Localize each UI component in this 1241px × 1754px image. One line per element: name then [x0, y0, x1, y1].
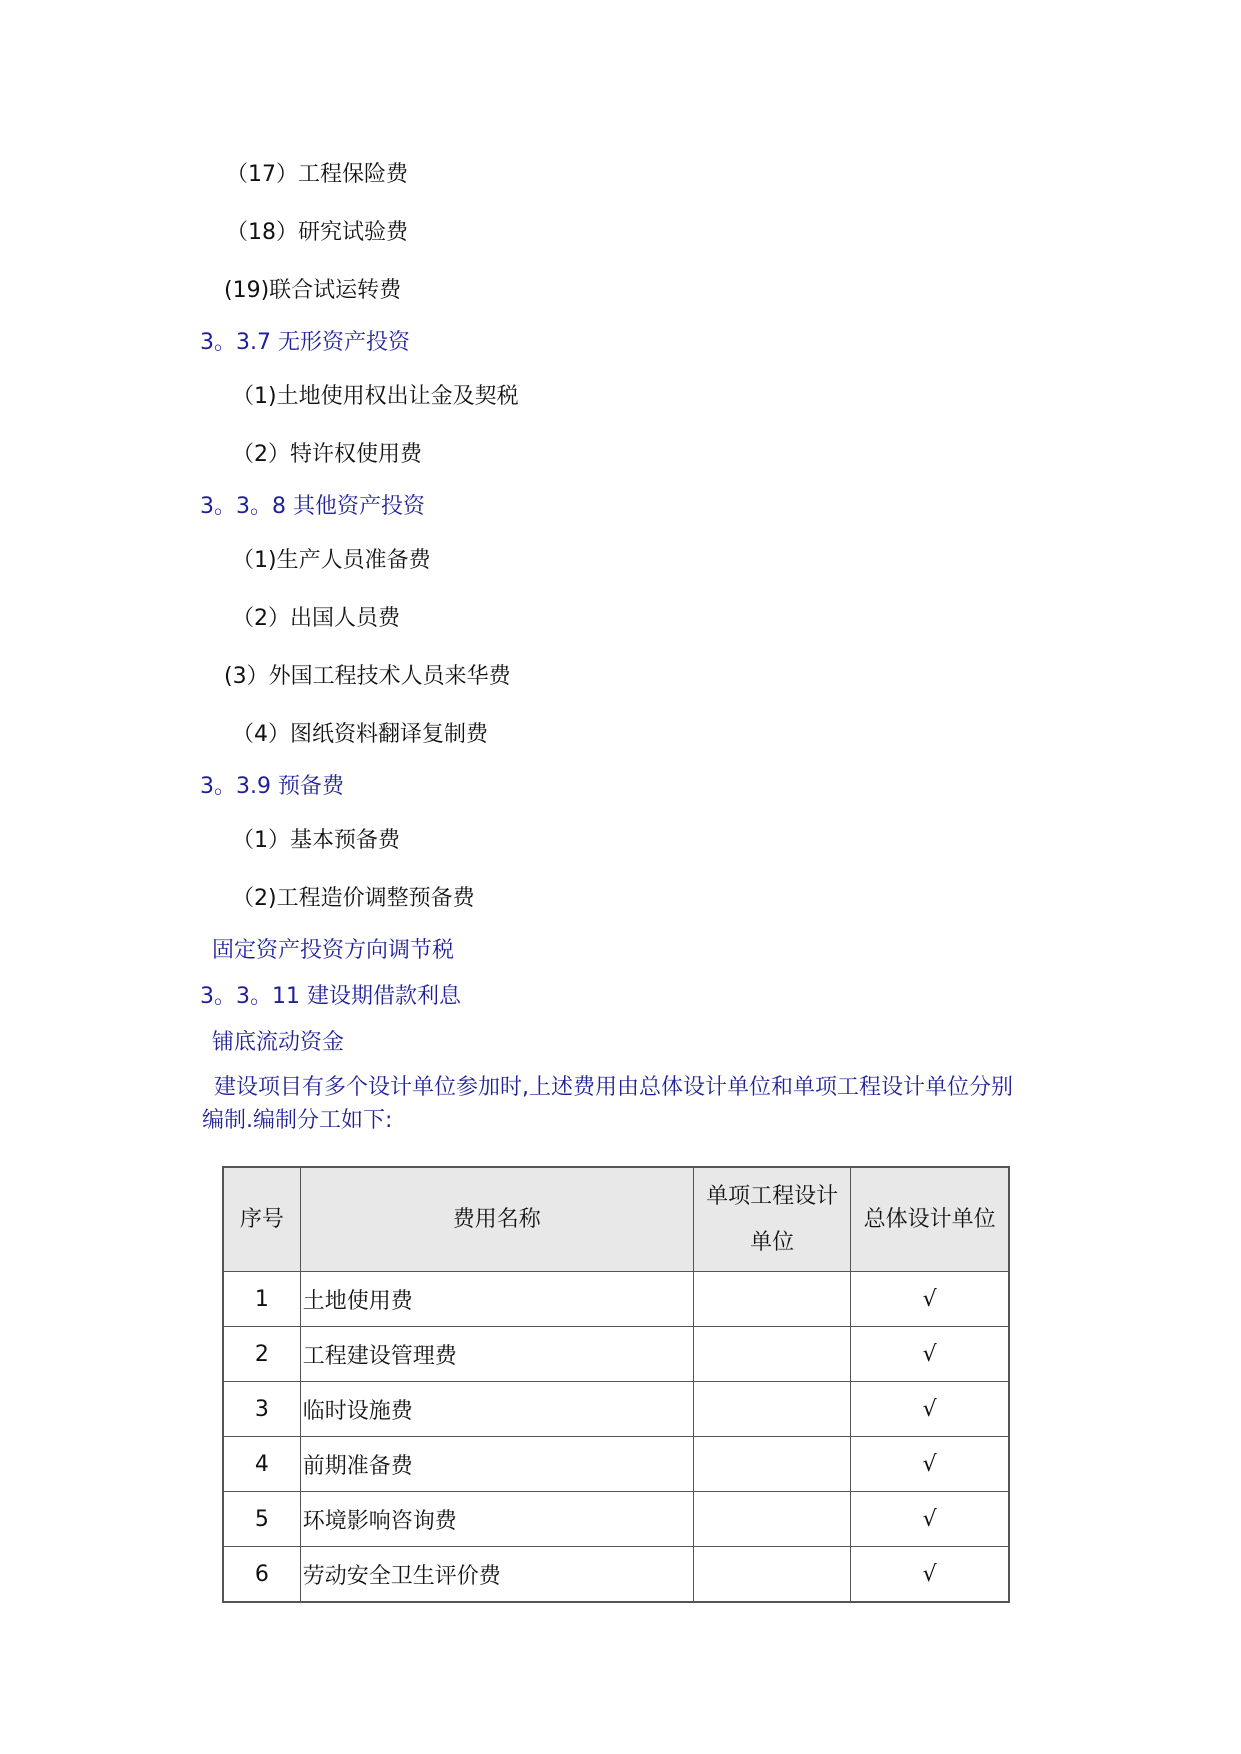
item-18: （18）研究试验费 — [226, 220, 408, 245]
cell-total-unit-check: √ — [851, 1547, 1009, 1603]
table-row — [223, 1382, 1009, 1437]
table-row — [223, 1492, 1009, 1547]
cell-sub-unit — [693, 1327, 851, 1382]
cell-name-text: 劳动安全卫生评价费 — [302, 1563, 501, 1589]
intro-paragraph-line-2: 编制.编制分工如下: — [202, 1108, 393, 1133]
cell-name-text: 前期准备费 — [302, 1453, 413, 1479]
section-339-item-2: （2)工程造价调整预备费 — [232, 886, 475, 911]
cell-no: 5 — [223, 1492, 300, 1547]
cell-total-unit-check: √ — [851, 1382, 1009, 1437]
cell-name-text: 临时设施费 — [302, 1398, 413, 1424]
header-no: 序号 — [223, 1167, 300, 1272]
cell-no: 1 — [223, 1272, 300, 1327]
section-heading-339: 3。3.9 预备费 — [200, 774, 344, 799]
header-total-unit: 总体设计单位 — [851, 1167, 1009, 1272]
cell-name — [300, 1492, 693, 1547]
section-339-item-1: （1）基本预备费 — [232, 828, 400, 853]
item-17: （17）工程保险费 — [226, 162, 408, 187]
cell-total-unit-check: √ — [851, 1272, 1009, 1327]
intro-paragraph-line-1: 建设项目有多个设计单位参加时,上述费用由总体设计单位和单项工程设计单位分别 — [214, 1075, 1013, 1100]
cell-name — [300, 1327, 693, 1382]
section-337-item-2: （2）特许权使用费 — [232, 442, 422, 467]
cell-total-unit-check: √ — [851, 1327, 1009, 1382]
section-338-item-1: （1)生产人员准备费 — [232, 548, 431, 573]
section-338-item-3: (3）外国工程技术人员来华费 — [224, 664, 511, 689]
cell-no: 3 — [223, 1382, 300, 1437]
section-heading-337: 3。3.7 无形资产投资 — [200, 330, 410, 355]
table-row — [223, 1327, 1009, 1382]
cell-sub-unit — [693, 1547, 851, 1603]
cell-sub-unit — [693, 1437, 851, 1492]
header-sub-unit-line-1: 单项工程设计 — [706, 1183, 839, 1209]
intro-paragraph — [202, 1068, 1062, 1134]
cell-total-unit-check: √ — [851, 1492, 1009, 1547]
cell-name-text: 工程建设管理费 — [302, 1343, 457, 1369]
cell-name — [300, 1272, 693, 1327]
cell-no: 2 — [223, 1327, 300, 1382]
cell-sub-unit — [693, 1492, 851, 1547]
item-19: (19)联合试运转费 — [224, 278, 402, 303]
cell-name-text: 环境影响咨询费 — [302, 1508, 457, 1534]
section-heading-3311: 3。3。11 建设期借款利息 — [200, 984, 461, 1009]
working-capital-heading: 铺底流动资金 — [212, 1030, 345, 1055]
cell-no: 4 — [223, 1437, 300, 1492]
header-sub-unit-line-2: 单位 — [750, 1229, 795, 1255]
cell-name — [300, 1547, 693, 1603]
table-header-row — [223, 1167, 1009, 1272]
fixed-asset-tax-heading: 固定资产投资方向调节税 — [212, 938, 455, 963]
cell-sub-unit — [693, 1382, 851, 1437]
table-row — [223, 1272, 1009, 1327]
cell-total-unit-check: √ — [851, 1437, 1009, 1492]
header-sub-unit — [693, 1167, 851, 1272]
section-338-item-2: （2）出国人员费 — [232, 606, 400, 631]
section-337-item-1: （1)土地使用权出让金及契税 — [232, 384, 519, 409]
header-name: 费用名称 — [300, 1167, 693, 1272]
cell-name-text: 土地使用费 — [302, 1288, 413, 1314]
cost-division-table — [222, 1166, 1010, 1603]
cell-name — [300, 1382, 693, 1437]
cell-name — [300, 1437, 693, 1492]
table-row — [223, 1547, 1009, 1603]
cell-sub-unit — [693, 1272, 851, 1327]
cell-no: 6 — [223, 1547, 300, 1603]
table-row — [223, 1437, 1009, 1492]
section-heading-338: 3。3。8 其他资产投资 — [200, 494, 425, 519]
section-338-item-4: （4）图纸资料翻译复制费 — [232, 722, 488, 747]
